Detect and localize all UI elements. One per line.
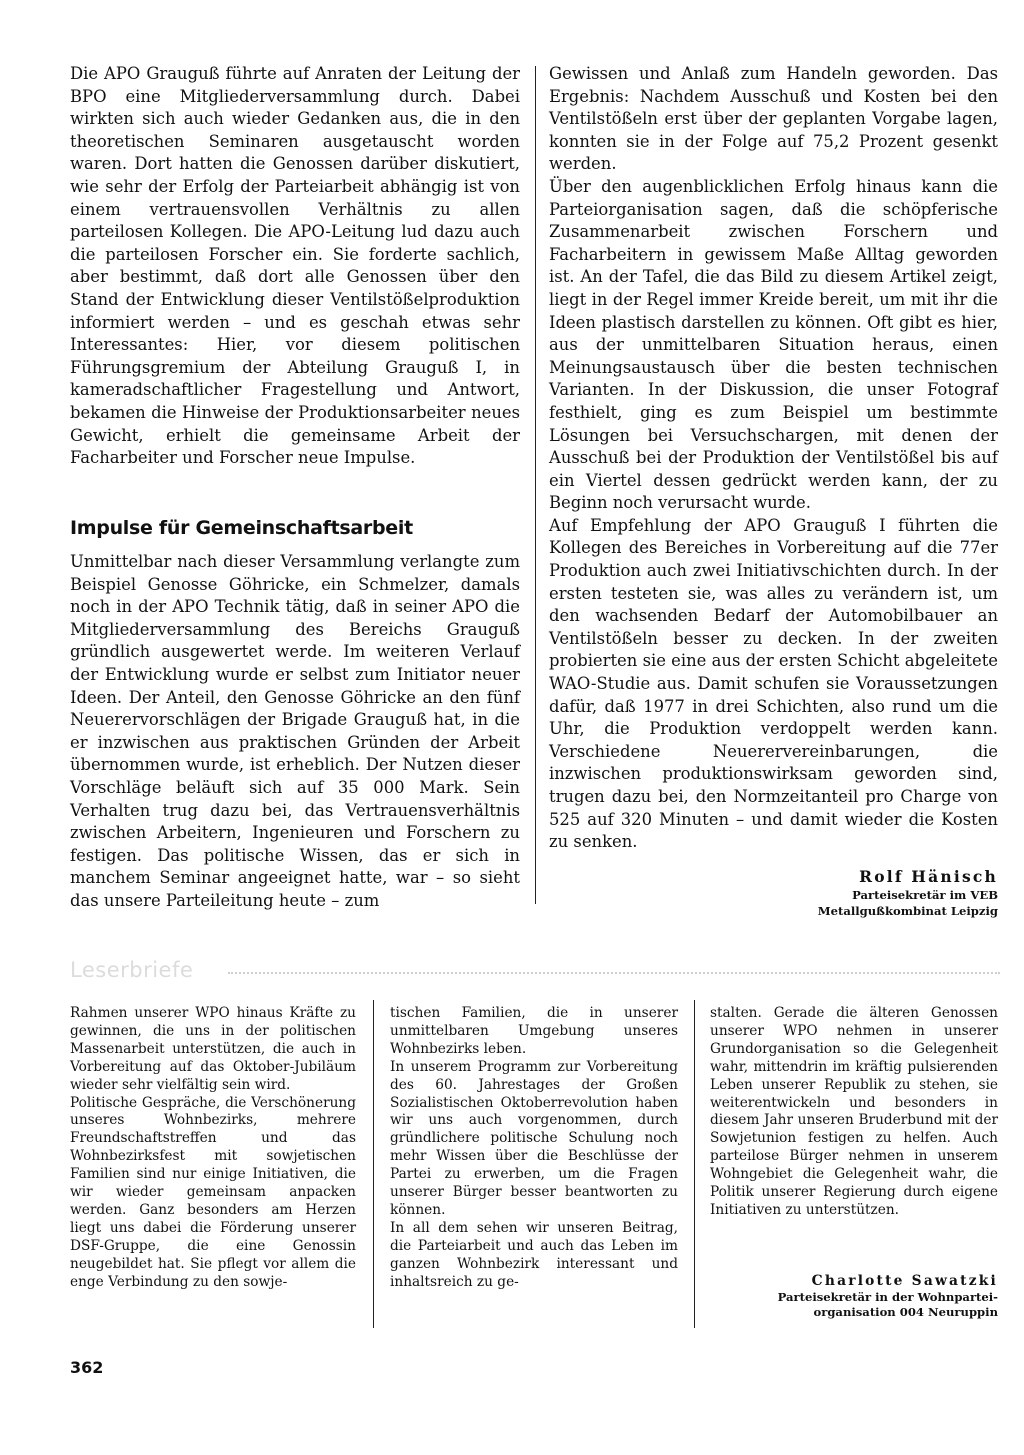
letters-section-header — [70, 957, 1000, 983]
page-number: 362 — [70, 1358, 104, 1377]
author-role-line-1: Parteisekretär im VEB — [852, 888, 998, 902]
section-dotted-rule — [228, 972, 1000, 974]
article-signature — [698, 866, 998, 919]
column-divider — [373, 1000, 374, 1328]
paragraph: Auf Empfehlung der APO Grauguß I führten die Kollegen des Bereiches in Vorbereitung auf die 77er Produktion auch zwei Initiativschichten durch. In der ersten testeten sie, was alles zu verändern ist, um den wachsenden Bedarf der Automobilbauer an Ventilstößeln besser zu decken. In der zweiten probierten sie eine aus der ersten Schicht abgeleitete WAO-Studie aus. Damit schufen sie Voraussetzungen dafür, daß 1977 in drei Schichten, also rund um die Uhr, die Produktion verdoppelt werden kann. Verschiedene Neuerervereinbarungen, die inzwischen produktionswirksam geworden sind, trugen dazu bei, den Normzeitanteil pro Charge von 525 auf 320 Minuten – und damit wieder die Kosten zu senken. — [549, 515, 998, 852]
author-name: Rolf Hänisch — [859, 867, 998, 886]
paragraph: Gewissen und Anlaß zum Handeln geworden. Das Ergebnis: Nachdem Ausschuß und Kosten bei den Ventilstößeln erst über der geplanten Vorgabe lagen, konnten sie in der Folge auf 75,2 Prozent gesenkt werden. — [549, 64, 998, 174]
paragraph: stalten. Gerade die älteren Genossen unserer WPO nehmen in unserer Grundorganisation so die Gelegenheit wahr, mittendrin im kräftig pulsierenden Leben unserer Republik zu stehen, sie weiterentwickeln und besonders in diesem Jahr unseren Bruderbund mit der Sowjetunion festigen zu helfen. Auch parteilose Bürger nehmen in unserem Wohngebiet die Gelegenheit wahr, die Politik unserer Regierung durch eigene Initiativen zu unterstützen. — [710, 1005, 998, 1218]
paragraph: Rahmen unserer WPO hinaus Kräfte zu gewinnen, die uns in der politischen Massenarbeit unterstützen, die auch in Vorbereitung auf das Oktober-Jubiläum wieder sehr vielfältig sein wird. — [70, 1005, 356, 1093]
paragraph: In all dem sehen wir unseren Beitrag, die Parteiarbeit und auch das Leben im ganzen Wohnbezirk interessant und inhaltsreich zu ge- — [390, 1219, 678, 1290]
article-column-1-continued — [70, 551, 520, 913]
author-name: Charlotte Sawatzki — [811, 1273, 998, 1289]
section-title: Leserbriefe — [70, 958, 194, 982]
paragraph: Unmittelbar nach dieser Versammlung verlangte zum Beispiel Genosse Göhricke, ein Schmelzer, damals noch in der APO Technik tätig, daß in seiner APO die Mitgliederversammlung des Bereichs Grauguß gründlich ausgewertet werde. Im weiteren Verlauf der Entwicklung wurde er selbst zum Initiator neuer Ideen. Der Anteil, den Genosse Göhricke an den fünf Neuerervorschlägen der Brigade Grauguß hat, in die er inzwischen aus praktischen Gründen der Arbeit übernommen wurde, ist erheblich. Der Nutzen dieser Vorschläge beläuft sich auf 35 000 Mark. Sein Verhalten trug dazu bei, das Vertrauensverhältnis zwischen Arbeitern, Ingenieuren und Forschern zu festigen. Das politische Wissen, das er sich in manchem Seminar angeeignet hatte, war – so sieht das unsere Parteileitung heute – zum — [70, 552, 520, 910]
letters-column-2 — [390, 1005, 678, 1292]
article-column-1 — [70, 63, 520, 470]
author-role-line-2: organisation 004 Neuruppin — [813, 1304, 998, 1319]
paragraph: In unserem Programm zur Vorbereitung des 60. Jahrestages der Großen Sozialistischen Oktoberrevolution haben wir uns auch vorgenommen, durch gründlichere politische Schulung noch mehr Wissen über die Beschlüsse der Partei zu erwerben, um die Fragen unserer Bürger besser beantworten zu können. — [390, 1058, 678, 1218]
column-divider — [535, 66, 536, 904]
letters-column-3 — [710, 1005, 998, 1220]
author-role-line-2: Metallgußkombinat Leipzig — [817, 903, 998, 918]
author-role-line-1: Parteisekretär in der Wohnpartei- — [777, 1290, 998, 1304]
letter-signature — [698, 1272, 998, 1319]
paragraph: Über den augenblicklichen Erfolg hinaus kann die Parteiorganisation sagen, daß die schöpferische Zusammenarbeit zwischen Forschern und Facharbeitern in gewissem Maße Alltag geworden ist. An der Tafel, die das Bild zu diesem Artikel zeigt, liegt in der Regel immer Kreide bereit, um mit ihr die Ideen plastisch darstellen zu können. Oft gibt es hier, aus der unmittelbaren Situation heraus, einen Meinungsaustausch über die besten technischen Varianten. In der Diskussion, die unser Fotograf festhielt, ging es zum Beispiel um bestimmte Lösungen bei Versuchschargen, mit denen der Ausschuß bei der Produktion der Ventilstößel bis auf ein Viertel dessen gedrückt werden kann, der zu Beginn noch verursacht wurde. — [549, 176, 998, 513]
column-divider — [694, 1000, 695, 1328]
paragraph: tischen Familien, die in unserer unmittelbaren Umgebung unseres Wohnbezirks leben. — [390, 1005, 678, 1057]
article-column-2 — [549, 63, 998, 854]
letters-column-1 — [70, 1005, 356, 1292]
paragraph: Politische Gespräche, die Verschönerung unseres Wohnbezirks, mehrere Freundschaftstreffen und das Wohnbezirksfest mit sowjetischen Familien sind nur einige Initiativen, die wir wieder gemeinsam anpacken werden. Ganz besonders am Herzen liegt uns dabei die Förderung unserer DSF-Gruppe, die eine Genossin neugebildet hat. Sie pflegt vor allem die enge Verbindung zu den sowje- — [70, 1094, 356, 1290]
paragraph: Die APO Grauguß führte auf Anraten der Leitung der BPO eine Mitgliederversammlung durch. Dabei wirkten sich auch wieder Gedanken aus, die in den theoretischen Seminaren ausgetauscht worden waren. Dort hatten die Genossen darüber diskutiert, wie sehr der Erfolg der Parteiarbeit abhängig ist von einem vertrauensvollen Verhältnis zu allen parteilosen Kollegen. Die APO-Leitung lud dazu auch die parteilosen Forscher ein. Sie forderte sachlich, aber bestimmt, daß dort alle Genossen über den Stand der Entwicklung dieser Ventilstößelproduktion informiert werden – und es geschah etwas sehr Interessantes: Hier, vor diesem politischen Führungsgremium der Abteilung Grauguß I, in kameradschaftlicher Fragestellung und Antwort, bekamen die Hinweise der Produktionsarbeiter neues Gewicht, erhielt die gemeinsame Arbeit der Facharbeiter und Forscher neue Impulse. — [70, 64, 520, 468]
article-subheading: Impulse für Gemeinschaftsarbeit — [70, 517, 413, 539]
